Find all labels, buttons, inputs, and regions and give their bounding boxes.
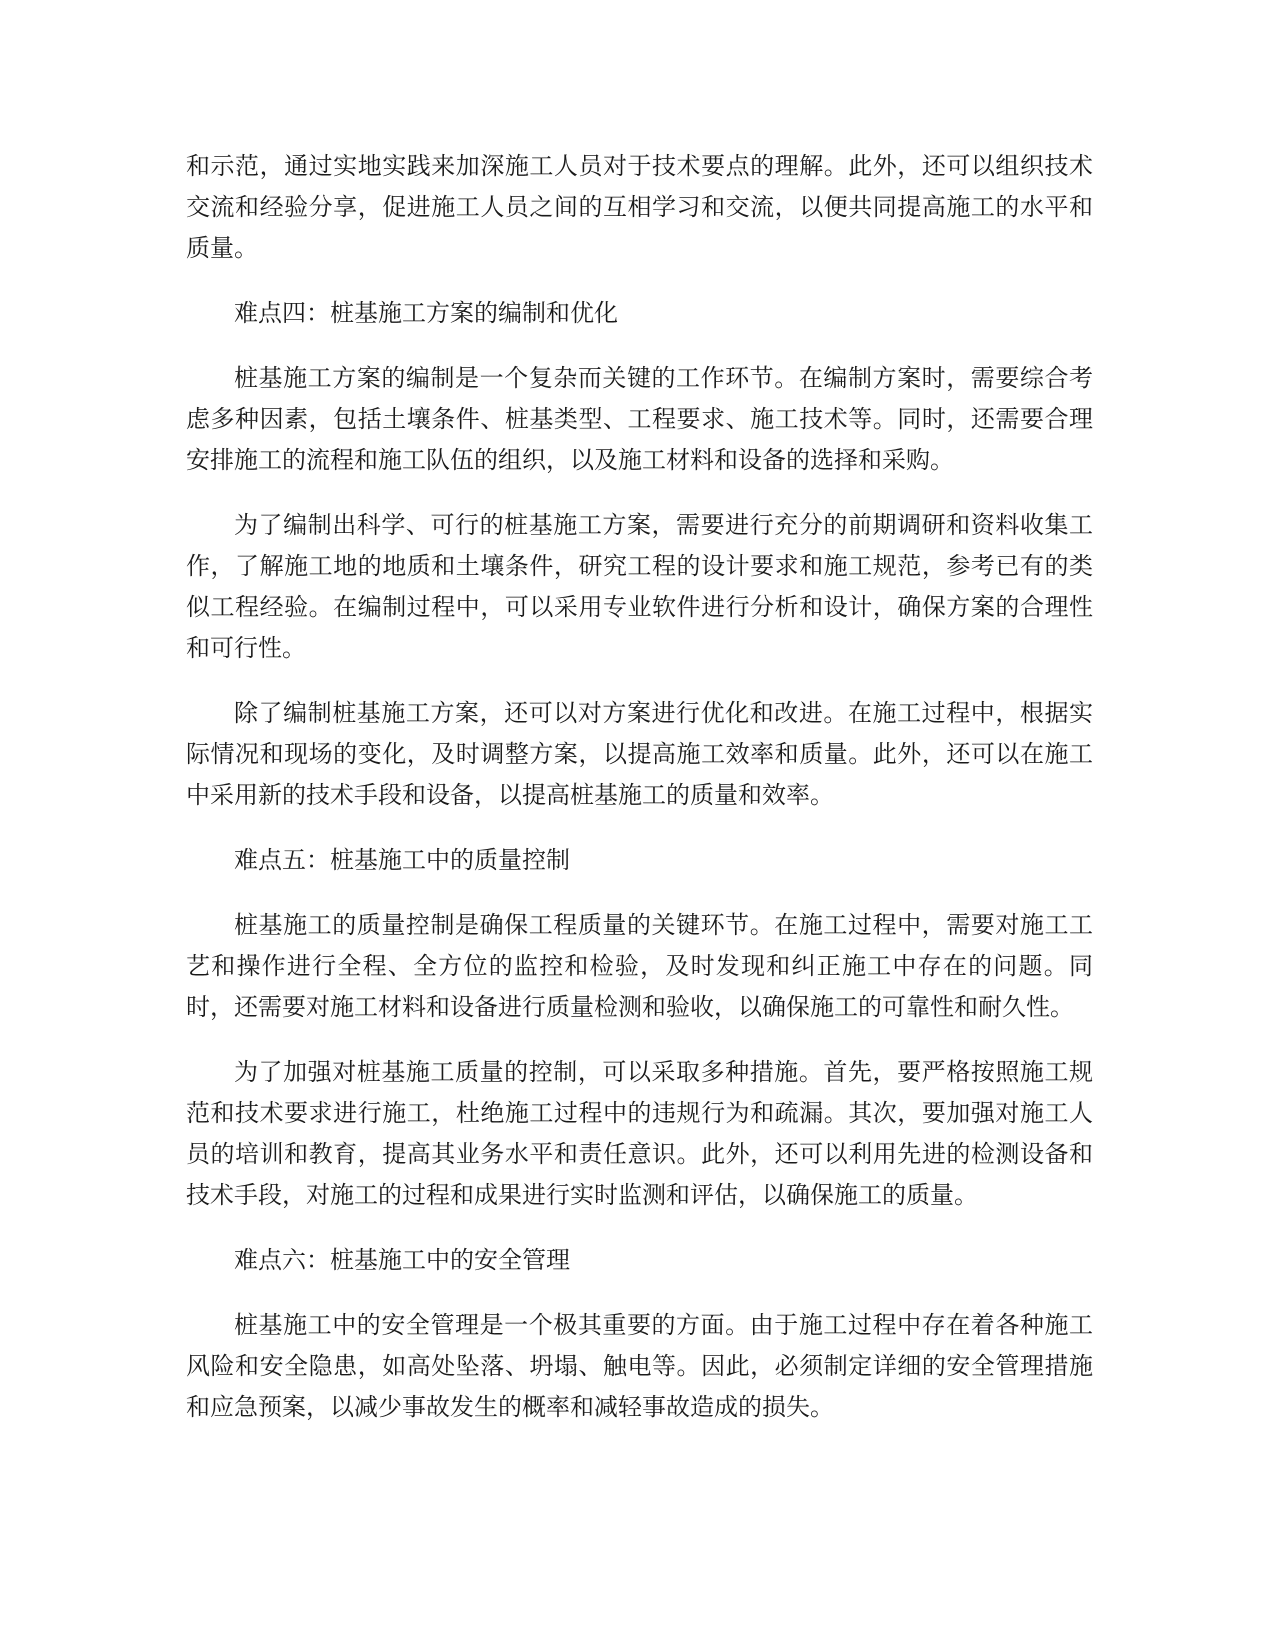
section-heading-difficulty-5: 难点五：桩基施工中的质量控制 [234,846,570,874]
body-paragraph: 除了编制桩基施工方案，还可以对方案进行优化和改进。在施工过程中，根据实际情况和现场的变化，及时调整方案，以提高施工效率和质量。此外，还可以在施工中采用新的技术手段和设备，以提高桩基施工的质量和效率。 [186,699,1093,809]
document-body [186,146,1093,1452]
body-paragraph: 桩基施工中的安全管理是一个极其重要的方面。由于施工过程中存在着各种施工风险和安全隐患，如高处坠落、坍塌、触电等。因此，必须制定详细的安全管理措施和应急预案，以减少事故发生的概率和减轻事故造成的损失。 [186,1311,1093,1421]
body-paragraph: 桩基施工的质量控制是确保工程质量的关键环节。在施工过程中，需要对施工工艺和操作进行全程、全方位的监控和检验，及时发现和纠正施工中存在的问题。同时，还需要对施工材料和设备进行质量检测和验收，以确保施工的可靠性和耐久性。 [186,911,1093,1021]
body-paragraph: 桩基施工方案的编制是一个复杂而关键的工作环节。在编制方案时，需要综合考虑多种因素，包括土壤条件、桩基类型、工程要求、施工技术等。同时，还需要合理安排施工的流程和施工队伍的组织，以及施工材料和设备的选择和采购。 [186,364,1093,474]
section-heading-difficulty-6: 难点六：桩基施工中的安全管理 [234,1246,570,1274]
section-heading-difficulty-4: 难点四：桩基施工方案的编制和优化 [234,299,618,327]
body-paragraph: 为了加强对桩基施工质量的控制，可以采取多种措施。首先，要严格按照施工规范和技术要求进行施工，杜绝施工过程中的违规行为和疏漏。其次，要加强对施工人员的培训和教育，提高其业务水平和责任意识。此外，还可以利用先进的检测设备和技术手段，对施工的过程和成果进行实时监测和评估，以确保施工的质量。 [186,1058,1093,1209]
body-paragraph: 为了编制出科学、可行的桩基施工方案，需要进行充分的前期调研和资料收集工作，了解施工地的地质和土壤条件，研究工程的设计要求和施工规范，参考已有的类似工程经验。在编制过程中，可以采用专业软件进行分析和设计，确保方案的合理性和可行性。 [186,511,1093,662]
body-paragraph-continued: 和示范，通过实地实践来加深施工人员对于技术要点的理解。此外，还可以组织技术交流和经验分享，促进施工人员之间的互相学习和交流，以便共同提高施工的水平和质量。 [186,152,1093,262]
